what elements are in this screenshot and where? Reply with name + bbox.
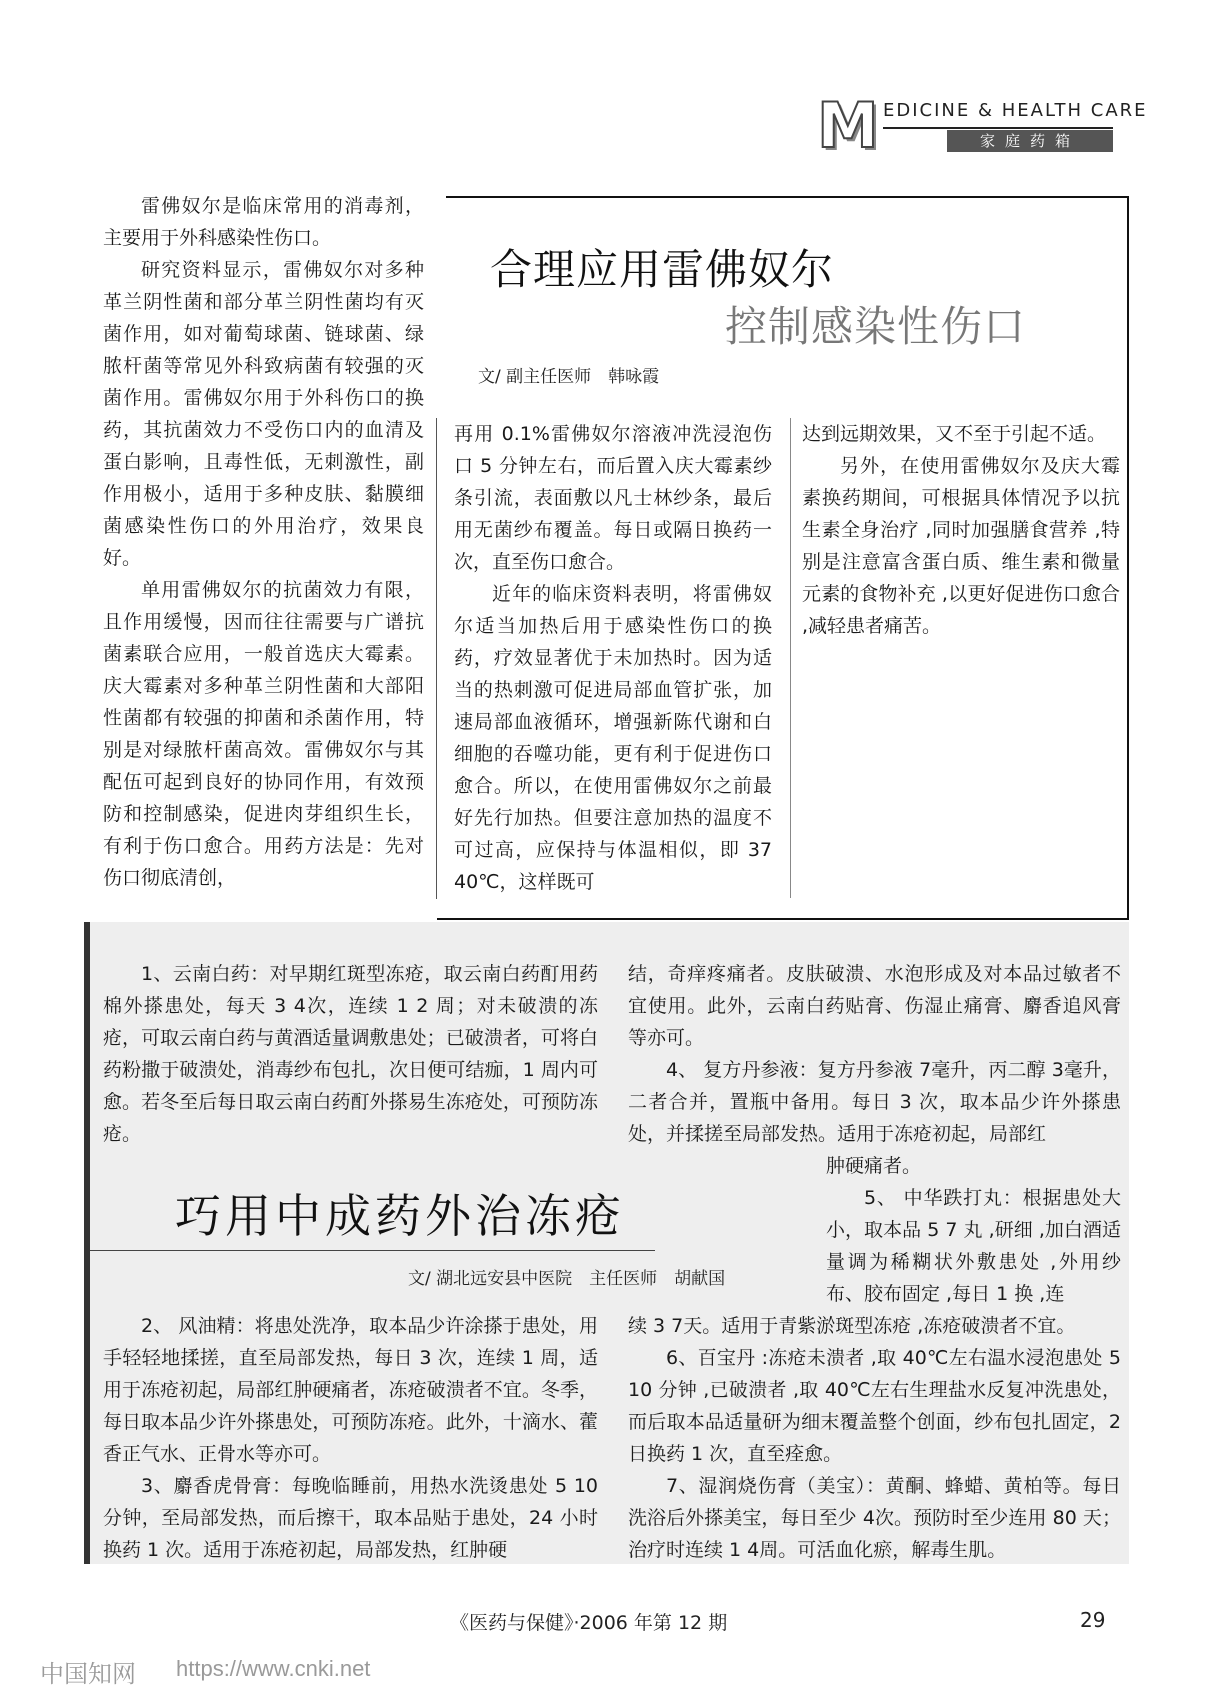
article2-right-bottom [628, 1310, 1121, 1566]
paragraph: 5、 中华跌打丸：根据患处大小，取本品 5 7 丸 ,研细 ,加白酒适量调为稀糊状外敷患处 ,外用纱布、胶布固定 ,每日 1 换 ,连 [826, 1187, 1121, 1305]
watermark-url[interactable]: https://www.cnki.net [176, 1656, 371, 1681]
paragraph: 续 3 7天。适用于青紫淤斑型冻疮 ,冻疮破溃者不宜。 [628, 1315, 1076, 1337]
article1-frame-right [1127, 196, 1129, 920]
article2-byline: 文/ 湖北远安县中医院 主任医师 胡献国 [408, 1269, 726, 1289]
masthead-top-text: EDICINE & HEALTH CARE [883, 100, 1148, 121]
paragraph: 达到远期效果，又不至于引起不适。 [802, 423, 1107, 445]
article1-frame-bottom [437, 918, 1129, 920]
paragraph: 另外，在使用雷佛奴尔及庆大霉素换药期间，可根据具体情况予以抗生素全身治疗 ,同时加强膳食营养 ,特别是注意富含蛋白质、维生素和微量元素的食物补充 ,以更好促进伤口愈合 ,减轻患者痛苦。 [802, 455, 1120, 637]
article1-title-line2: 控制感染性伤口 [725, 302, 1027, 351]
article2-title-rule [90, 1250, 655, 1251]
article2-left-top [103, 958, 598, 1150]
paragraph: 1、云南白药：对早期红斑型冻疮，取云南白药酊用药棉外搽患处，每天 3 4次，连续 1 2 周；对未破溃的冻疮，可取云南白药与黄酒适量调敷患处；已破溃者，可将白药粉撒于破溃处，消毒纱布包扎，次日便可结痂，1 周内可愈。若冬至后每日取云南白药酊外搽易生冻疮处，可预防冻疮。 [103, 963, 598, 1145]
article2-right-top [628, 958, 1121, 1182]
article1-column-2 [454, 418, 772, 898]
article2-wrap-text [826, 1182, 1121, 1310]
paragraph: 肿硬痛者。 [826, 1155, 922, 1177]
article1-frame-left [436, 418, 437, 899]
paragraph: 再用 0.1%雷佛奴尔溶液冲洗浸泡伤口 5 分钟左右，而后置入庆大霉素纱条引流，表面敷以凡士林纱条，最后用无菌纱布覆盖。每日或隔日换药一次，直至伤口愈合。 [454, 423, 772, 573]
masthead-logo [817, 89, 1148, 162]
masthead-rule [883, 127, 1113, 129]
paragraph: 单用雷佛奴尔的抗菌效力有限，且作用缓慢，因而往往需要与广谱抗菌素联合应用，一般首选庆大霉素。庆大霉素对多种革兰阴性菌和大部阳性菌都有较强的抑菌和杀菌作用，特别是对绿脓杆菌高效。雷佛奴尔与其配伍可起到良好的协同作用，有效预防和控制感染，促进肉芽组织生长，有利于伤口愈合。用药方法是：先对伤口彻底清创， [103, 579, 424, 889]
article1-frame-top [446, 196, 1129, 198]
paragraph: 近年的临床资料表明，将雷佛奴尔适当加热后用于感染性伤口的换药，疗效显著优于未加热时。因为适当的热刺激可促进局部血管扩张，加速局部血液循环，增强新陈代谢和白细胞的吞噬功能，更有利于促进伤口愈合。所以，在使用雷佛奴尔之前最好先行加热。但要注意加热的温度不可过高，应保持与体温相似，即 37 40℃，这样既可 [454, 583, 772, 893]
article1-column-3 [802, 418, 1120, 642]
paragraph: 7、湿润烧伤膏（美宝）：黄酮、蜂蜡、黄柏等。每日洗浴后外搽美宝，每日至少 4次。预防时至少连用 80 天；治疗时连续 1 4周。可活血化瘀，解毒生肌。 [628, 1475, 1121, 1561]
article2-side-bar [84, 922, 90, 1564]
masthead-letter: M [817, 89, 879, 162]
paragraph: 4、 复方丹参液：复方丹参液 7毫升，丙二醇 3毫升，二者合并，置瓶中备用。每日 3 次，取本品少许外搽患处，并揉搓至局部发热。适用于冻疮初起，局部红 [628, 1059, 1121, 1145]
article2-left-bottom [103, 1310, 598, 1566]
paragraph: 雷佛奴尔是临床常用的消毒剂，主要用于外科感染性伤口。 [103, 195, 424, 249]
masthead-section-bar: 家庭药箱 [947, 130, 1113, 152]
article1-byline: 文/ 副主任医师 韩咏霞 [478, 367, 660, 387]
footer-journal-info: 《医药与保健》·2006 年第 12 期 [450, 1612, 728, 1634]
paragraph: 研究资料显示，雷佛奴尔对多种革兰阴性菌和部分革兰阴性菌均有灭菌作用，如对葡萄球菌、链球菌、绿脓杆菌等常见外科致病菌有较强的灭菌作用。雷佛奴尔用于外科伤口的换药，其抗菌效力不受伤口内的血清及蛋白影响，且毒性低，无刺激性，副作用极小，适用于多种皮肤、黏膜细菌感染性伤口的外用治疗，效果良好。 [103, 259, 424, 569]
article1-column-divider [790, 418, 791, 898]
paragraph: 结，奇痒疼痛者。皮肤破溃、水泡形成及对本品过敏者不宜使用。此外，云南白药贴膏、伤湿止痛膏、麝香追风膏等亦可。 [628, 963, 1121, 1049]
article1-column-1 [103, 190, 424, 894]
paragraph: 2、 风油精：将患处洗净，取本品少许涂搽于患处，用手轻轻地揉搓，直至局部发热，每日 3 次，连续 1 周，适用于冻疮初起，局部红肿硬痛者，冻疮破溃者不宜。冬季，每日取本品少许外搽患处，可预防冻疮。此外，十滴水、藿香正气水、正骨水等亦可。 [103, 1315, 598, 1465]
paragraph: 3、麝香虎骨膏：每晚临睡前，用热水洗烫患处 5 10 分钟，至局部发热，而后擦干，取本品贴于患处，24 小时换药 1 次。适用于冻疮初起，局部发热，红肿硬 [103, 1475, 598, 1561]
article1-title-line1: 合理应用雷佛奴尔 [490, 245, 835, 294]
page-number: 29 [1080, 1608, 1106, 1632]
paragraph: 6、百宝丹 :冻疮未溃者 ,取 40℃左右温水浸泡患处 5 10 分钟 ,已破溃者 ,取 40℃左右生理盐水反复冲洗患处，而后取本品适量研为细末覆盖整个创面，纱布包扎固定，2 日换药 1 次，直至痊愈。 [628, 1347, 1121, 1465]
watermark-brand: 中国知网 [40, 1660, 136, 1688]
article2-title: 巧用中成药外治冻疮 [175, 1189, 625, 1243]
